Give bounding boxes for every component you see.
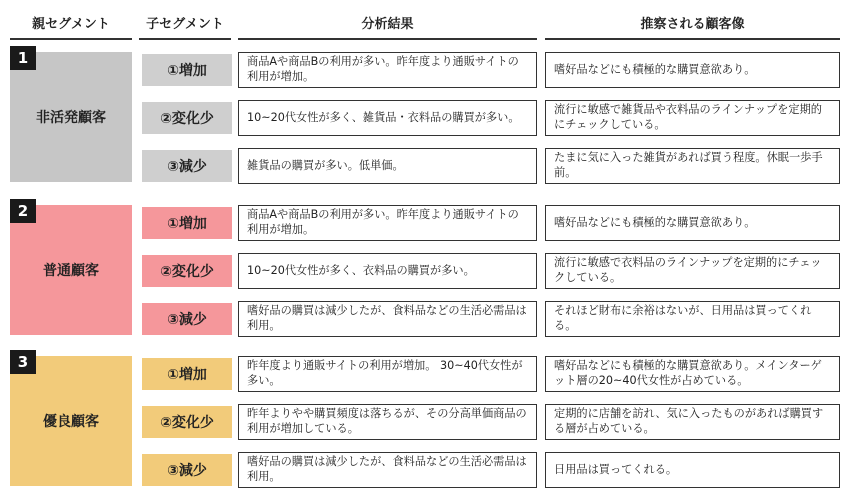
persona-text: 嗜好品などにも積極的な購買意欲あり。メインターゲット層の20~40代女性が占めている。 [554,359,822,387]
child-segment-label: ②変化少 [142,406,232,438]
child-segment-label: ②変化少 [142,102,232,134]
persona-text: 嗜好品などにも積極的な購買意欲あり。 [554,215,756,229]
persona-cell [545,148,840,184]
persona-cell [545,404,840,440]
analysis-text: 10~20代女性が多く、衣料品の購買が多い。 [247,263,475,277]
persona-text: 流行に敏感で衣料品のラインナップを定期的にチェックしている。 [554,256,822,284]
analysis-text: 10~20代女性が多く、雑貨品・衣料品の購買が多い。 [247,110,520,124]
parent-segment-name: 普通顧客 [43,263,99,279]
analysis-cell [238,356,537,392]
persona-cell [545,205,840,241]
analysis-text: 商品Aや商品Bの利用が多い。昨年度より通販サイトの利用が増加。 [247,208,519,236]
child-segment-label: ①増加 [142,54,232,86]
persona-cell [545,452,840,488]
parent-segment [10,52,132,182]
analysis-cell [238,148,537,184]
parent-segment-name: 非活発顧客 [36,110,106,126]
analysis-cell [238,301,537,337]
child-segment-label: ③減少 [142,454,232,486]
header-parent-segment: 親セグメント [10,6,132,40]
persona-text: たまに気に入った雑貨があれば買う程度。休眠一歩手前。 [554,151,823,179]
persona-cell [545,100,840,136]
persona-text: 定期的に店舗を訪れ、気に入ったものがあれば購買する層が占めている。 [554,407,824,435]
child-segment-label: ①増加 [142,207,232,239]
analysis-cell [238,205,537,241]
parent-segment-name: 優良顧客 [43,414,99,430]
parent-segment [10,356,132,486]
segment-number-badge: 2 [10,199,36,223]
header-persona: 推察される顧客像 [545,6,840,40]
persona-cell [545,356,840,392]
analysis-cell [238,52,537,88]
segment-number-badge: 1 [10,46,36,70]
child-segment-label: ①増加 [142,358,232,390]
persona-cell [545,253,840,289]
analysis-text: 雑貨品の購買が多い。低単価。 [247,158,404,172]
analysis-text: 嗜好品の購買は減少したが、食料品などの生活必需品は利用。 [247,455,527,483]
analysis-cell [238,452,537,488]
parent-segment [10,205,132,335]
segment-number-badge: 3 [10,350,36,374]
header-child-segment: 子セグメント [139,6,231,40]
persona-cell [545,301,840,337]
analysis-text: 商品Aや商品Bの利用が多い。昨年度より通販サイトの利用が増加。 [247,55,519,83]
analysis-text: 昨年よりやや購買頻度は落ちるが、その分高単価商品の利用が増加している。 [247,407,527,435]
persona-text: 流行に敏感で雑貨品や衣料品のラインナップを定期的にチェックしている。 [554,103,822,131]
child-segment-label: ③減少 [142,303,232,335]
analysis-cell [238,253,537,289]
persona-text: 日用品は買ってくれる。 [554,462,678,476]
analysis-cell [238,100,537,136]
persona-text: 嗜好品などにも積極的な購買意欲あり。 [554,62,756,76]
analysis-text: 嗜好品の購買は減少したが、食料品などの生活必需品は利用。 [247,304,527,332]
analysis-text: 昨年度より通販サイトの利用が増加。 30~40代女性が多い。 [247,359,523,387]
child-segment-label: ③減少 [142,150,232,182]
persona-cell [545,52,840,88]
header-analysis: 分析結果 [238,6,537,40]
analysis-cell [238,404,537,440]
child-segment-label: ②変化少 [142,255,232,287]
persona-text: それほど財布に余裕はないが、日用品は買ってくれる。 [554,304,812,332]
